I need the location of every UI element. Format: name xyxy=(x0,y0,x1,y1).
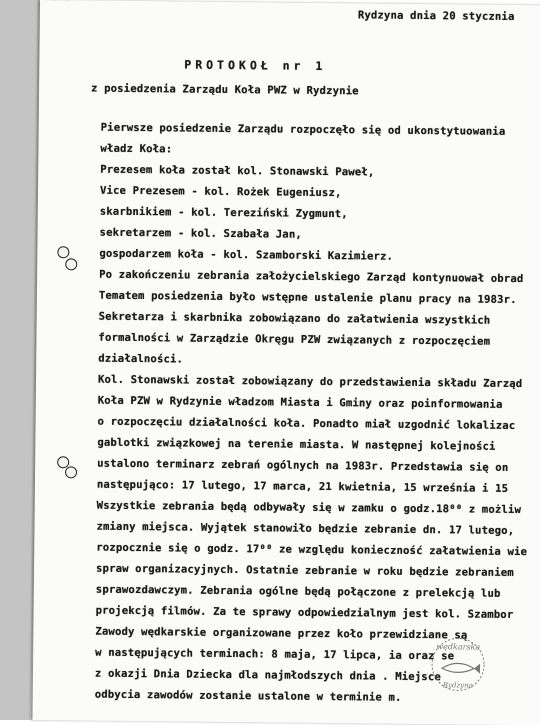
punch-hole-top xyxy=(57,246,69,258)
punch-hole-bottom-2 xyxy=(65,466,77,478)
body-line-12: działalności. xyxy=(98,352,184,366)
body-line-28: odbycia zawodów zostanie ustalone w terminie m. xyxy=(94,688,402,704)
date-line: Rydzyna dnia 20 stycznia xyxy=(357,9,515,23)
body-line-5: skarbnikiem - kol. Tereziński Zygmunt, xyxy=(99,205,348,221)
stamp-text-top: wędkarska xyxy=(436,642,481,652)
body-line-10: Sekretarza i skarbnika zobowiązano do załatwienia wszystkich xyxy=(98,310,491,327)
document-subtitle: z posiedzenia Zarządu Koła PWZ w Rydzynie xyxy=(91,82,359,98)
body-line-19: Wszystkie zebrania będą odbywały się w zamku o godz.18⁰⁰ z możliw xyxy=(96,499,522,517)
body-line-16: gablotki związkowej na terenie miasta. W następnej kolejności xyxy=(97,436,496,453)
body-line-14: Koła PZW w Rydzynie władzom Miasta i Gminy oraz poinformowania xyxy=(97,394,503,411)
body-line-18: następująco: 17 lutego, 17 marca, 21 kwietnia, 15 września i 15 xyxy=(96,478,509,495)
body-line-24: projekcją filmów. Za te sprawy odpowiedzialnym jest kol. Szambor xyxy=(95,604,514,621)
body-line-27: z okazji Dnia Dziecka dla najmłodszych dnia . Miejsce xyxy=(94,667,441,684)
stamp-text-bottom: Rydzyna xyxy=(442,681,473,690)
body-line-4: Vice Prezesem - kol. Rożek Eugeniusz, xyxy=(99,184,342,200)
body-line-13: Kol. Stonawski został zobowiązany do przedstawienia składu Zarząd xyxy=(97,373,523,391)
body-line-20: zmiany miejsca. Wyjątek stanowiło będzie zebranie dn. 17 lutego, xyxy=(96,520,515,537)
body-line-25: Zawody wędkarskie organizowane przez koło przewidziane są xyxy=(95,625,468,642)
club-stamp-logo xyxy=(428,634,489,695)
punch-hole-top-2 xyxy=(65,258,77,270)
body-line-1: Pierwsze posiedzenie Zarządu rozpoczęło się od ukonstytuowania xyxy=(100,121,506,138)
document-page xyxy=(32,0,540,725)
body-line-22: spraw organizacyjnych. Ostatnie zebranie w roku będzie zebraniem xyxy=(95,562,514,579)
body-line-15: o rozpoczęciu działalności koła. Ponadto miał uzgodnić lokalizac xyxy=(97,415,516,433)
body-line-3: Prezesem koła został kol. Stonawski Paweł, xyxy=(100,163,375,179)
body-line-11: formalności w Zarządzie Okręgu PZW związanych z rozpoczęciem xyxy=(98,331,491,348)
body-line-6: sekretarzem - kol. Szabała Jan, xyxy=(99,226,302,241)
body-line-17: ustalono terminarz zebrań ogólnych na 1983r. Przedstawia się on xyxy=(97,457,509,474)
body-line-8: Po zakończeniu zebrania założycielskiego Zarząd kontynuował obrad xyxy=(99,268,524,286)
body-line-23: sprawozdawczym. Zebrania ogólne będą połączone z prelekcją lub xyxy=(95,583,501,600)
body-line-21: rozpocznie się o godz. 17⁰⁰ ze względu konieczność załatwienia wie xyxy=(96,541,528,559)
body-line-9: Tematem posiedzenia było wstępne ustalenie planu pracy na 1983r. xyxy=(98,289,517,307)
document-title: PROTOKOŁ nr 1 xyxy=(184,57,327,74)
body-line-26: w następujących terminach: 8 maja, 17 lipca, ia oraz se xyxy=(95,646,455,663)
body-line-2: władz Koła: xyxy=(100,142,173,156)
body-line-7: gospodarzem koła - kol. Szamborski Kazimierz. xyxy=(99,247,394,263)
